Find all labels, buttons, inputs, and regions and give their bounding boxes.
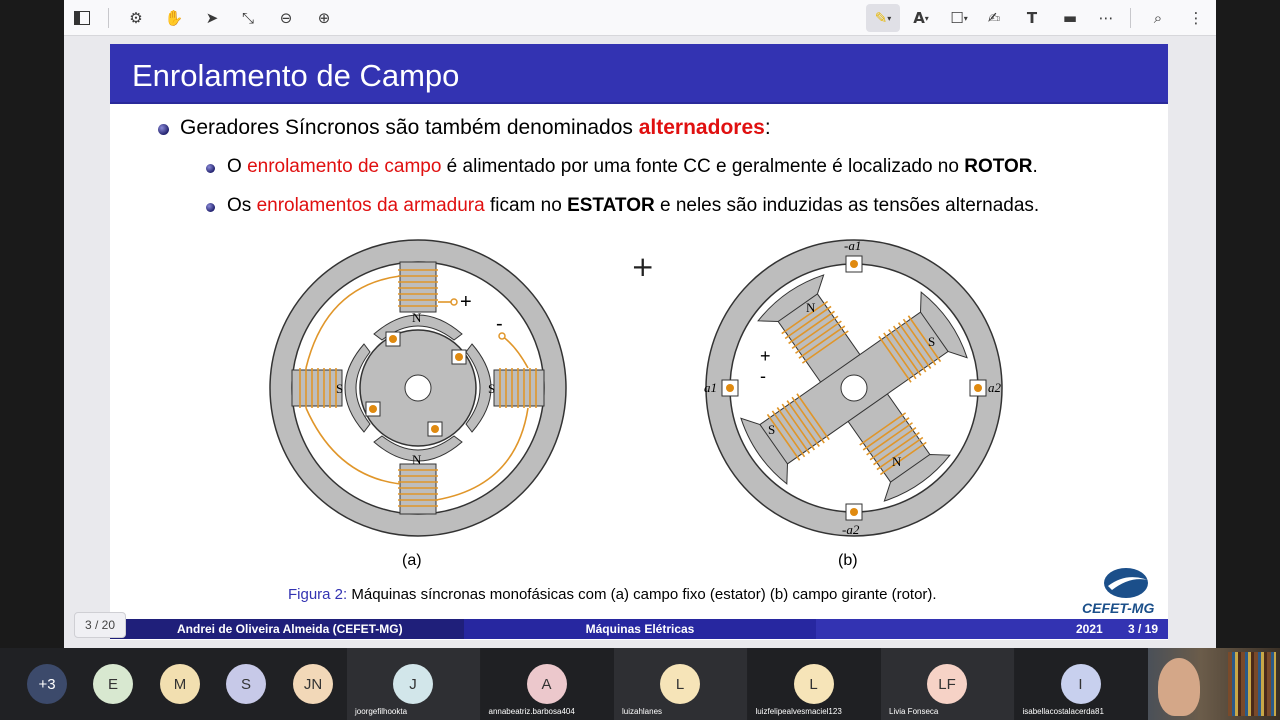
settings-icon[interactable]: ⚙	[129, 9, 143, 27]
figure-b-rotating-field-machine	[702, 236, 1006, 540]
participant-avatar: S	[226, 664, 266, 704]
footer-year: 2021	[1076, 622, 1103, 636]
participant-tile[interactable]	[481, 648, 614, 720]
plus-terminal: +	[460, 291, 472, 313]
zoom-in-icon[interactable]: ⊕	[317, 9, 331, 27]
participant-name: annabeatriz.barbosa404	[488, 707, 575, 716]
cefet-mg-logo: CEFET-MG	[1078, 566, 1168, 618]
slide-page	[110, 44, 1168, 640]
figure-a-label: (a)	[402, 552, 422, 569]
pdf-toolbar	[64, 0, 1216, 36]
participant-avatar: L	[660, 664, 700, 704]
bookshelf	[1228, 652, 1276, 716]
slide-footer	[110, 619, 1168, 639]
shape-icon[interactable]: ☐ ▾	[950, 9, 968, 27]
participant-avatar: L	[794, 664, 834, 704]
participant-tile[interactable]	[87, 648, 139, 720]
participant-tile[interactable]	[21, 648, 73, 720]
footer-info	[816, 619, 1168, 639]
fit-page-icon[interactable]: ⤡	[241, 9, 254, 27]
bullet-dot	[206, 203, 215, 212]
plus-terminal: +	[760, 346, 771, 366]
self-video-tile	[1148, 648, 1280, 720]
comment-icon[interactable]: ▬	[1062, 9, 1078, 27]
pole-label: S	[768, 422, 776, 437]
figure-b-label: (b)	[838, 552, 858, 569]
participant-avatar: JN	[293, 664, 333, 704]
footer-author: Andrei de Oliveira Almeida (CEFET-MG)	[110, 619, 464, 639]
participant-tile[interactable]	[287, 648, 339, 720]
terminal-label: a2	[988, 380, 1001, 395]
bullet-2: O enrolamento de campo é alimentado por uma fonte CC e geralmente é localizado no ROTOR.	[227, 156, 1038, 177]
participant-tile[interactable]	[1015, 648, 1148, 720]
crosshair-cursor-icon: +	[631, 250, 655, 283]
participant-avatar: LF	[927, 664, 967, 704]
participant-avatar: I	[1061, 664, 1101, 704]
figure-caption: Figura 2: Máquinas síncronas monofásicas com (a) campo fixo (estator) (b) campo girante (rotor).	[288, 586, 937, 603]
highlight-icon[interactable]: ✎ ▾	[866, 4, 900, 32]
participant-name: luizfelipealvesmaciel123	[755, 707, 842, 716]
participant-avatar: +3	[27, 664, 67, 704]
webcam-face	[1158, 658, 1200, 716]
figure-a-stationary-field-machine	[266, 236, 570, 540]
pole-label: N	[412, 310, 422, 325]
slide-header	[110, 44, 1168, 104]
page-indicator: 3 / 20	[74, 612, 126, 638]
zoom-out-icon[interactable]: ⊖	[279, 9, 293, 27]
participant-tile[interactable]	[748, 648, 881, 720]
signature-icon[interactable]: ✍	[987, 9, 1001, 27]
participant-name: luizahlanes	[622, 707, 663, 716]
sidebar-toggle-icon[interactable]	[68, 4, 96, 32]
terminal-label: a1	[704, 380, 717, 395]
pole-label: S	[928, 334, 936, 349]
pole-label: N	[892, 454, 902, 469]
participant-avatar: A	[527, 664, 567, 704]
add-text-icon[interactable]: T	[1026, 9, 1038, 27]
hand-tool-icon[interactable]: ✋	[164, 9, 184, 27]
more-icon[interactable]: ⋯	[1098, 9, 1114, 27]
search-icon[interactable]: ⌕	[1153, 9, 1163, 27]
select-cursor-icon[interactable]: ➤	[205, 9, 219, 27]
participant-name: Livia Fonseca	[889, 707, 939, 716]
footer-course: Máquinas Elétricas	[464, 619, 816, 639]
terminal-label: -a1	[844, 238, 862, 253]
participant-tile[interactable]	[614, 648, 747, 720]
bullet-dot	[206, 164, 215, 173]
pole-label: S	[336, 381, 344, 396]
pole-label: N	[412, 452, 422, 467]
slide-title: Enrolamento de Campo	[132, 58, 460, 93]
participant-tile[interactable]	[347, 648, 480, 720]
pole-label: S	[488, 381, 496, 396]
participant-name: isabellacostalacerda81	[1022, 707, 1104, 716]
minus-terminal: -	[496, 313, 503, 335]
bullet-3: Os enrolamentos da armadura ficam no ESTATOR e neles são induzidas as tensões alternadas.	[227, 195, 1040, 216]
participant-tile[interactable]	[881, 648, 1014, 720]
participant-avatar: J	[393, 664, 433, 704]
text-style-icon[interactable]: A ▾	[913, 9, 929, 27]
menu-icon[interactable]: ⋮	[1188, 9, 1204, 27]
participant-avatar: E	[93, 664, 133, 704]
footer-page: 3 / 19	[1128, 622, 1159, 636]
bullet-dot	[158, 124, 169, 135]
pole-label: N	[806, 300, 816, 315]
participant-avatar: M	[160, 664, 200, 704]
bullet-1: Geradores Síncronos são também denominados alternadores:	[180, 116, 771, 139]
participant-tile[interactable]	[154, 648, 206, 720]
terminal-label: -a2	[842, 522, 860, 537]
participant-tile[interactable]	[220, 648, 272, 720]
minus-terminal: -	[760, 366, 766, 386]
participant-name: joorgefilhookta	[355, 707, 408, 716]
